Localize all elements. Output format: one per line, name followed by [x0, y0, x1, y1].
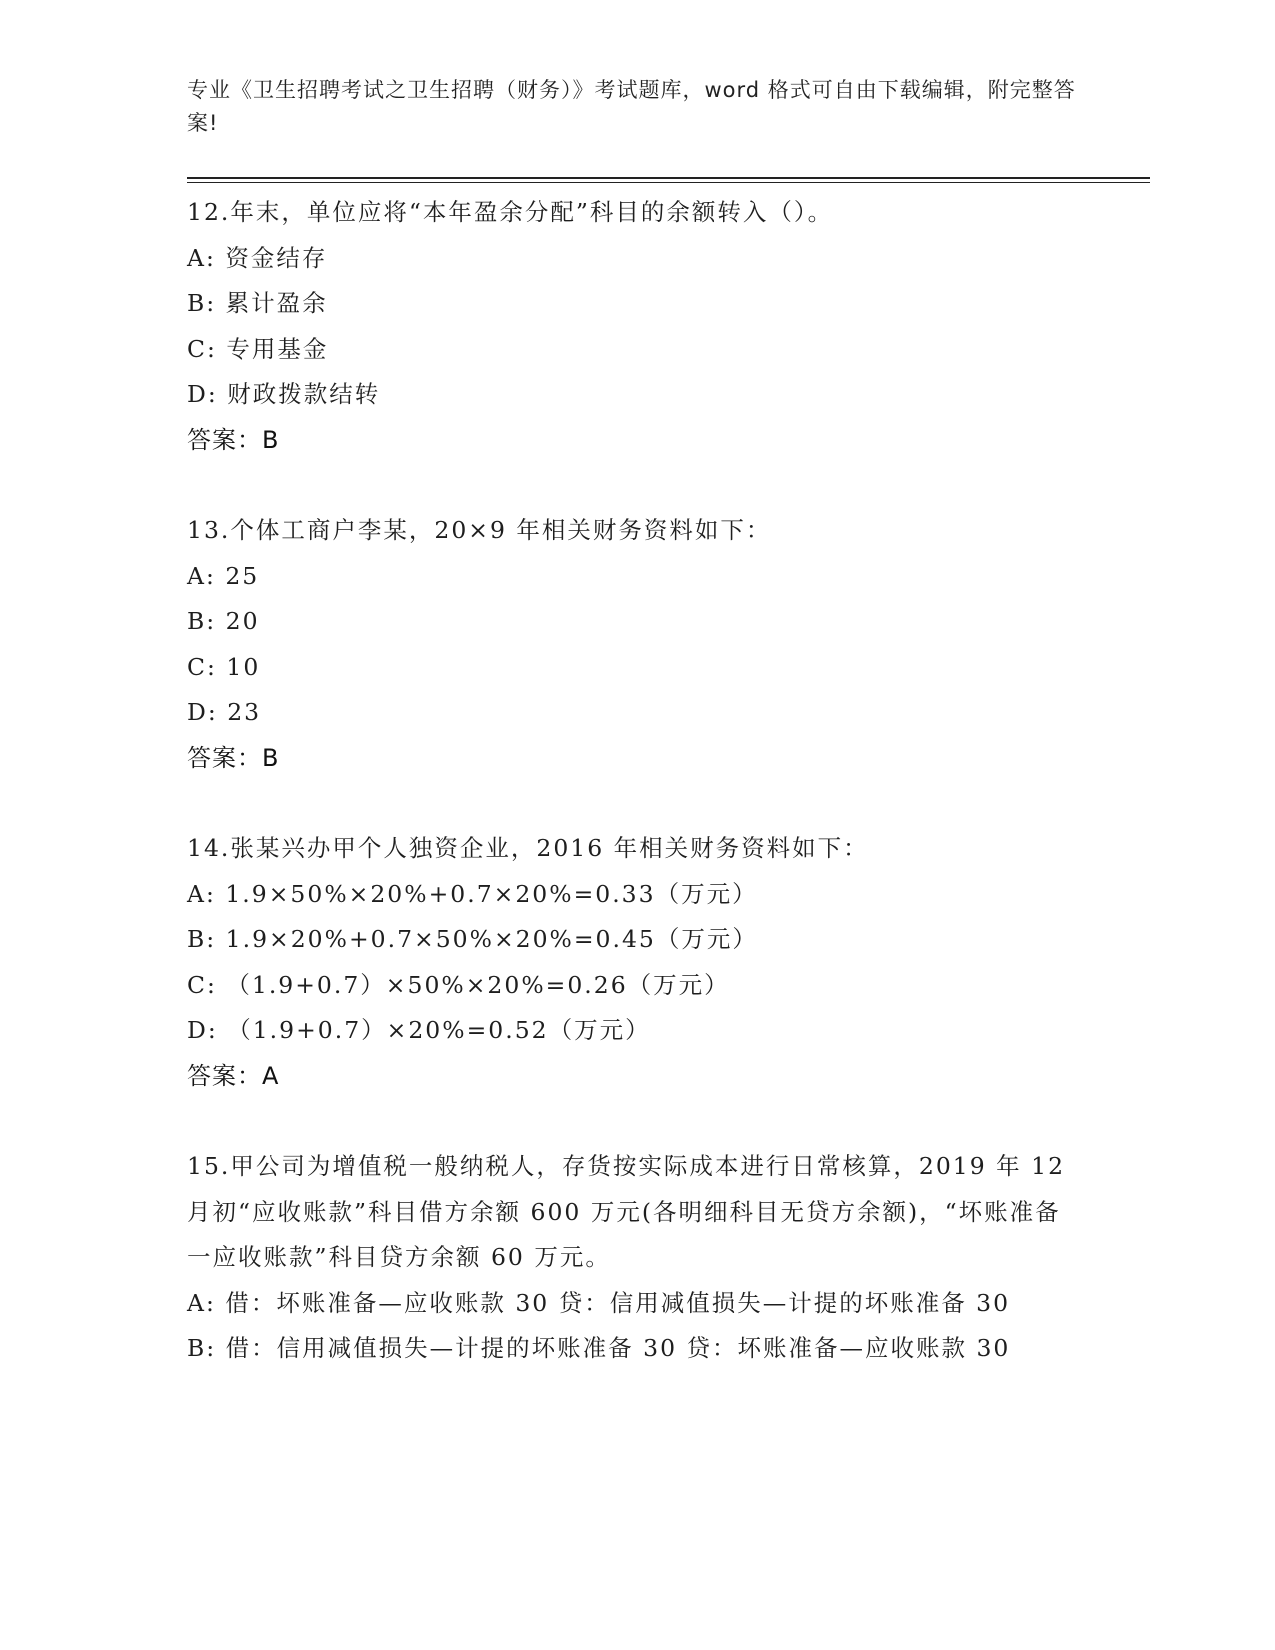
option-b: B: 1.9×20%+0.7×50%×20%=0.45（万元） — [187, 925, 758, 953]
header-rule-thin — [187, 182, 1150, 183]
option-c: C: （1.9+0.7）×50%×20%=0.26（万元） — [187, 970, 730, 999]
question-13 — [187, 508, 1077, 781]
option-b: B: 借：信用减值损失—计提的坏账准备 30 贷：坏账准备—应收账款 30 — [187, 1334, 1011, 1362]
question-stem: 13.个体工商户李某，20×9 年相关财务资料如下： — [187, 516, 772, 544]
question-stem: 15.甲公司为增值税一般纳税人，存货按实际成本进行日常核算，2019 年 12 月初“应收账款”科目借方余额 600 万元(各明细科目无贷方余额)，“坏账准备一应收账款”科目贷方余额 60 万元。 — [187, 1152, 1066, 1271]
answer-line: 答案：B — [187, 743, 280, 772]
question-12 — [187, 190, 1077, 463]
question-stem: 12.年末，单位应将“本年盈余分配”科目的余额转入（）。 — [187, 198, 834, 226]
option-a: A: 25 — [187, 561, 260, 590]
question-list — [187, 190, 1077, 1372]
header-rule-thick — [187, 177, 1150, 179]
option-b: B: 累计盈余 — [187, 289, 328, 317]
option-c: C: 10 — [187, 652, 261, 681]
question-14 — [187, 826, 1077, 1099]
option-d: D: （1.9+0.7）×20%=0.52（万元） — [187, 1016, 651, 1044]
option-b: B: 20 — [187, 607, 260, 635]
option-d: D: 财政拨款结转 — [187, 380, 381, 408]
option-a: A: 借：坏账准备—应收账款 30 贷：信用减值损失—计提的坏账准备 30 — [187, 1288, 1011, 1317]
question-15 — [187, 1144, 1077, 1372]
option-c: C: 专用基金 — [187, 334, 329, 363]
document-header: 专业《卫生招聘考试之卫生招聘（财务）》考试题库，word 格式可自由下载编辑，附完整答案! — [187, 78, 1076, 135]
question-stem: 14.张某兴办甲个人独资企业，2016 年相关财务资料如下： — [187, 834, 869, 862]
answer-line: 答案：A — [187, 1061, 280, 1090]
option-d: D: 23 — [187, 698, 262, 726]
option-a: A: 1.9×50%×20%+0.7×20%=0.33（万元） — [187, 879, 758, 908]
answer-line: 答案：B — [187, 425, 280, 454]
option-a: A: 资金结存 — [187, 243, 328, 272]
